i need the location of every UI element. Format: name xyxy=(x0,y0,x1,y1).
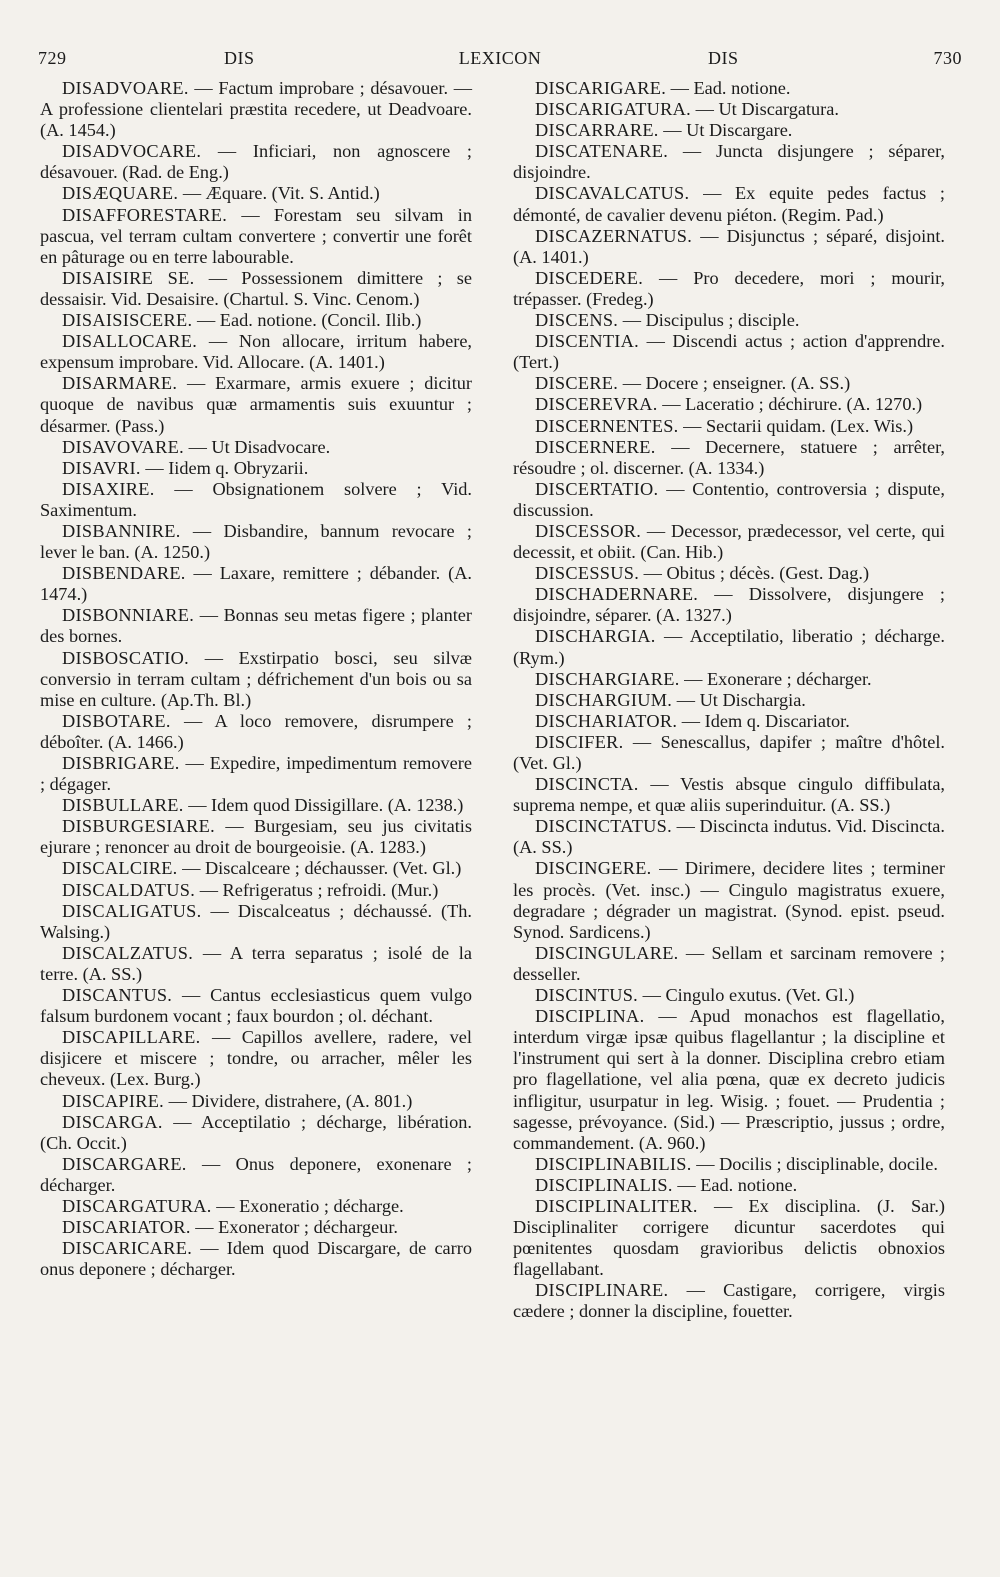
entry-headword: DISCHARIATOR. xyxy=(535,710,678,731)
guide-word-left: DIS xyxy=(224,48,255,68)
entry-definition: — Refrigeratus ; refroidi. (Mur.) xyxy=(199,879,439,900)
entry-headword: DISCARICARE. xyxy=(62,1238,193,1259)
entry-headword: DISCAPILLARE. xyxy=(62,1027,201,1048)
entry-headword: DISAISISCERE. xyxy=(62,310,193,331)
entry-headword: DISCIPLINABILIS. xyxy=(535,1153,692,1174)
entry-headword: DISCENTIA. xyxy=(535,331,640,352)
dictionary-entry xyxy=(513,268,945,310)
entry-headword: DISCARGATURA. xyxy=(62,1195,212,1216)
entry-headword: DISCESSUS. xyxy=(535,563,640,584)
entry-headword: DISCHARGIUM. xyxy=(535,689,673,710)
dictionary-entry xyxy=(513,437,945,479)
dictionary-entry xyxy=(40,901,472,943)
dictionary-entry xyxy=(40,880,472,901)
entry-definition: — Laxare, remittere ; débander. (A. 1474.) xyxy=(40,563,472,605)
dictionary-entry xyxy=(513,120,945,141)
dictionary-entry xyxy=(513,1196,945,1280)
entry-definition: — Exstirpatio bosci, seu silvæ conversio in terram cultam ; défrichement d'un bois ou sa mise en culture. (Ap.Th. Bl.) xyxy=(40,647,472,710)
dictionary-entry xyxy=(513,141,945,183)
entry-headword: DISBOTARE. xyxy=(62,710,171,731)
entry-definition: — Dirimere, decidere lites ; terminer les procès. (Vet. insc.) — Cingulo magistratus exuere, degradare ; dégrader un magistrat. (Synod. epist. pseud. Synod. Sardicens.) xyxy=(513,858,945,942)
dictionary-entry xyxy=(40,205,472,268)
dictionary-entry xyxy=(513,331,945,373)
dictionary-entry xyxy=(513,985,945,1006)
entry-headword: DISCERE. xyxy=(535,373,619,394)
entry-definition: — Discendi actus ; action d'apprendre. (Tert.) xyxy=(513,331,945,373)
entry-headword: DISCINCTATUS. xyxy=(535,816,673,837)
entry-definition: — Juncta disjungere ; séparer, disjoindre. xyxy=(513,141,945,183)
entry-definition: — Acceptilatio, liberatio ; décharge. (Rym.) xyxy=(513,626,945,668)
dictionary-entry xyxy=(40,141,472,183)
entry-definition: — Obsignationem solvere ; Vid. Saximentum. xyxy=(40,478,472,520)
entry-headword: DISARMARE. xyxy=(62,373,178,394)
running-header xyxy=(38,48,962,76)
entry-definition: — Laceratio ; déchirure. (A. 1270.) xyxy=(662,394,923,415)
entry-definition: — Pro decedere, mori ; mourir, trépasser. (Fredeg.) xyxy=(513,267,945,309)
entry-headword: DISCERTATIO. xyxy=(535,478,659,499)
entry-headword: DISBULLARE. xyxy=(62,795,184,816)
entry-headword: DISCHARGIARE. xyxy=(535,668,680,689)
entry-headword: DISBRIGARE. xyxy=(62,753,180,773)
entry-definition: — Ead. notione. xyxy=(670,78,791,98)
entry-definition: — Factum improbare ; désavouer. — A professione clientelari præstita recedere, ut Deadvoare. (A. 1454.) xyxy=(40,78,472,141)
entry-headword: DISALLOCARE. xyxy=(62,331,198,352)
dictionary-entry xyxy=(513,669,945,690)
entry-definition: — Non allocare, irritum habere, expensum improbare. Vid. Allocare. (A. 1401.) xyxy=(40,331,472,373)
entry-headword: DISCANTUS. xyxy=(62,985,173,1006)
entry-headword: DISCERNERE. xyxy=(535,436,656,457)
entry-headword: DISCEDERE. xyxy=(535,267,644,288)
entry-definition: — Ut Discargatura. xyxy=(695,99,839,120)
entry-definition: — Forestam seu silvam in pascua, vel terram cultam convertere ; convertir une forêt en pâturage ou en terre labourable. xyxy=(40,204,473,267)
dictionary-entry xyxy=(513,1154,945,1175)
entry-headword: DISBURGESIARE. xyxy=(62,816,216,837)
entry-definition: — Onus deponere, exonenare ; décharger. xyxy=(40,1153,472,1195)
entry-definition: — Sectarii quidam. (Lex. Wis.) xyxy=(683,415,914,436)
dictionary-entry xyxy=(40,858,472,879)
dictionary-entry xyxy=(40,605,472,647)
guide-word-right: DIS xyxy=(708,48,739,68)
entry-headword: DISBENDARE. xyxy=(62,563,186,584)
dictionary-entry xyxy=(40,985,472,1027)
entry-definition: — Cantus ecclesiasticus quem vulgo falsum burdonem vocant ; faux bourdon ; ol. déchant. xyxy=(40,985,472,1027)
dictionary-entry xyxy=(40,1217,472,1238)
entry-definition: — Exonerare ; décharger. xyxy=(684,668,872,689)
right-column xyxy=(513,78,945,1323)
entry-definition: — Decessor, prædecessor, vel certe, qui decessit, et obiit. (Can. Hib.) xyxy=(513,520,945,563)
entry-headword: DISCINTUS. xyxy=(535,985,639,1006)
entry-definition: — Burgesiam, seu jus civitatis ejurare ; renoncer au droit de bourgeoisie. (A. 1283.) xyxy=(40,816,472,858)
dictionary-entry xyxy=(513,373,945,394)
entry-headword: DISCERNENTES. xyxy=(535,415,679,436)
dictionary-entry xyxy=(513,1006,945,1154)
dictionary-entry xyxy=(40,521,472,563)
dictionary-entry xyxy=(513,99,945,120)
entry-definition: — Capillos avellere, radere, vel disjicere et miscere ; tondre, ou arracher, mêler les cheveux. (Lex. Burg.) xyxy=(40,1027,472,1090)
dictionary-entry xyxy=(513,310,945,331)
dictionary-entry xyxy=(513,1280,945,1322)
dictionary-entry xyxy=(40,1112,472,1154)
dictionary-entry xyxy=(513,943,945,985)
dictionary-entry xyxy=(513,78,945,99)
dictionary-entry xyxy=(40,479,472,521)
entry-definition: — Sellam et sarcinam removere ; desseller. xyxy=(513,942,945,984)
entry-headword: DISADVOCARE. xyxy=(62,141,202,162)
entry-definition: — Discipulus ; disciple. xyxy=(622,310,800,331)
entry-definition: — Disjunctus ; séparé, disjoint. (A. 1401.) xyxy=(513,225,945,267)
entry-headword: DISCATENARE. xyxy=(535,141,669,162)
entry-definition: — Æquare. (Vit. S. Antid.) xyxy=(182,183,380,204)
entry-headword: DISAFFORESTARE. xyxy=(62,204,228,225)
entry-definition: — Bonnas seu metas figere ; planter des bornes. xyxy=(40,605,472,647)
dictionary-entry xyxy=(513,226,945,268)
entry-definition: — Idem quod Dissigillare. (A. 1238.) xyxy=(188,795,464,816)
entry-definition: — Cingulo exutus. (Vet. Gl.) xyxy=(642,985,855,1006)
entry-headword: DISCARRARE. xyxy=(535,120,659,141)
entry-headword: DISCEREVRA. xyxy=(535,394,658,415)
entry-headword: DISCINCTA. xyxy=(535,774,639,795)
entry-definition: — Apud monachos est flagellatio, interdum virgæ ipsæ quibus flagellantur ; la discipline et l'instrument qui sert à la donner. Disciplina crebro etiam pro flagellatione, vel alia pœna, quæ ex decreto judicis infligitur, usurpatur in leg. Wisig. ; fouet. — Prudentia ; sagesse, prévoyance. (Sid.) — Præscriptio, jussus ; ordre, commandement. (A. 960.) xyxy=(513,1006,945,1153)
dictionary-entry xyxy=(513,183,945,225)
entry-definition: — Contentio, controversia ; dispute, discussion. xyxy=(513,478,945,520)
dictionary-entry xyxy=(40,268,472,310)
dictionary-entry xyxy=(513,394,945,415)
entry-definition: — Docilis ; disciplinable, docile. xyxy=(696,1153,938,1174)
entry-headword: DISCARIATOR. xyxy=(62,1217,191,1238)
dictionary-entry xyxy=(40,563,472,605)
dictionary-entry xyxy=(513,521,945,563)
entry-definition: — Dividere, distrahere, (A. 801.) xyxy=(168,1090,413,1111)
left-column xyxy=(40,78,472,1280)
entry-definition: — Idem q. Discariator. xyxy=(681,710,850,731)
entry-headword: DISAVRI. xyxy=(62,457,141,478)
entry-definition: — Ead. notione. xyxy=(677,1174,798,1195)
dictionary-entry xyxy=(40,816,472,858)
entry-definition: — Idem quod Discargare, de carro onus deponere ; décharger. xyxy=(40,1238,472,1280)
entry-headword: DISADVOARE. xyxy=(62,78,189,98)
entry-definition: — Discalceare ; déchausser. (Vet. Gl.) xyxy=(182,858,462,879)
entry-headword: DISCIPLINARE. xyxy=(535,1280,669,1301)
entry-headword: DISCIPLINA. xyxy=(535,1006,645,1027)
entry-headword: DISCAPIRE. xyxy=(62,1090,165,1111)
entry-headword: DISCARIGARE. xyxy=(535,78,667,98)
entry-headword: DISCAZERNATUS. xyxy=(535,225,693,246)
dictionary-entry xyxy=(40,1238,472,1280)
entry-headword: DISÆQUARE. xyxy=(62,183,179,204)
entry-definition: — Exarmare, armis exuere ; dicitur quoque de navibus quæ armamentis suis exuuntur ; désarmer. (Pass.) xyxy=(40,373,473,436)
dictionary-entry xyxy=(40,310,472,331)
dictionary-entry xyxy=(40,437,472,458)
entry-headword: DISAISIRE SE. xyxy=(62,267,195,288)
entry-headword: DISCINGERE. xyxy=(535,858,652,879)
entry-headword: DISCINGULARE. xyxy=(535,942,679,963)
dictionary-entry xyxy=(40,943,472,985)
entry-headword: DISCESSOR. xyxy=(535,520,642,541)
entry-headword: DISCHADERNARE. xyxy=(535,584,699,605)
dictionary-entry xyxy=(513,774,945,816)
entry-definition: — Ex disciplina. (J. Sar.) Disciplinaliter corrigere dicuntur sacerdotes qui pœnitentes quosdam gravioribus delictis obnoxios flagellabant. xyxy=(513,1195,945,1280)
dictionary-entry xyxy=(40,78,472,141)
entry-definition: — Exoneratio ; décharge. xyxy=(216,1195,404,1216)
page-number-right: 730 xyxy=(933,48,962,68)
entry-headword: DISCENS. xyxy=(535,310,619,331)
entry-definition: — Expedire, impedimentum removere ; dégager. xyxy=(40,753,472,795)
entry-definition: — Castigare, corrigere, virgis cædere ; donner la discipline, fouetter. xyxy=(513,1280,945,1322)
entry-definition: — Dissolvere, disjungere ; disjoindre, séparer. (A. 1327.) xyxy=(513,584,945,626)
dictionary-entry xyxy=(513,816,945,858)
dictionary-entry xyxy=(513,690,945,711)
dictionary-entry xyxy=(513,1175,945,1196)
entry-definition: — Docere ; enseigner. (A. SS.) xyxy=(622,373,851,394)
entry-definition: — Ex equite pedes factus ; démonté, de cavalier devenu piéton. (Regim. Pad.) xyxy=(513,183,945,225)
entry-definition: — Ut Dischargia. xyxy=(676,689,806,710)
entry-definition: — Exonerator ; déchargeur. xyxy=(195,1217,399,1238)
dictionary-entry xyxy=(513,563,945,584)
dictionary-entry xyxy=(513,732,945,774)
dictionary-entry xyxy=(513,711,945,732)
entry-definition: — Possessionem dimittere ; se dessaisir. Vid. Desaisire. (Chartul. S. Vinc. Cenom.) xyxy=(40,267,472,309)
entry-headword: DISCARGARE. xyxy=(62,1153,187,1174)
dictionary-entry xyxy=(513,479,945,521)
dictionary-entry xyxy=(40,753,472,795)
entry-headword: DISCARIGATURA. xyxy=(535,99,692,120)
entry-headword: DISCHARGIA. xyxy=(535,626,656,647)
entry-definition: — Ut Disadvocare. xyxy=(188,436,331,457)
entry-definition: — Disbandire, bannum revocare ; lever le ban. (A. 1250.) xyxy=(40,520,472,563)
entry-headword: DISCIFER. xyxy=(535,731,624,752)
entry-definition: — A loco removere, disrumpere ; déboîter. (A. 1466.) xyxy=(40,710,472,752)
dictionary-entry xyxy=(513,626,945,668)
entry-definition: — Obitus ; décès. (Gest. Dag.) xyxy=(643,563,870,584)
dictionary-entry xyxy=(40,711,472,753)
entry-headword: DISCALZATUS. xyxy=(62,942,194,963)
dictionary-entry xyxy=(40,648,472,711)
entry-headword: DISCIPLINALITER. xyxy=(535,1195,698,1216)
entry-definition: — Discincta indutus. Vid. Discincta. (A. SS.) xyxy=(513,816,945,858)
dictionary-entry xyxy=(513,416,945,437)
dictionary-entry xyxy=(40,458,472,479)
entry-definition: — Senescallus, dapifer ; maître d'hôtel. (Vet. Gl.) xyxy=(513,731,945,773)
dictionary-entry xyxy=(513,584,945,626)
entry-headword: DISCALIGATUS. xyxy=(62,900,202,921)
entry-headword: DISCALCIRE. xyxy=(62,858,178,879)
dictionary-entry xyxy=(40,1027,472,1090)
entry-headword: DISBONNIARE. xyxy=(62,605,195,626)
entry-definition: — Acceptilatio ; décharge, libération. (Ch. Occit.) xyxy=(40,1111,472,1153)
entry-definition: — Iidem q. Obryzarii. xyxy=(145,457,309,478)
dictionary-entry xyxy=(40,373,472,436)
entry-headword: DISCIPLINALIS. xyxy=(535,1174,673,1195)
entry-headword: DISAVOVARE. xyxy=(62,436,184,457)
entry-headword: DISCARGA. xyxy=(62,1111,163,1132)
entry-headword: DISAXIRE. xyxy=(62,478,155,499)
entry-headword: DISCALDATUS. xyxy=(62,879,196,900)
dictionary-entry xyxy=(40,331,472,373)
dictionary-entry xyxy=(40,1091,472,1112)
entry-definition: — Vestis absque cingulo diffibulata, suprema nempe, et quæ aliis superinduitur. (A. SS.) xyxy=(513,774,946,816)
dictionary-entry xyxy=(40,183,472,204)
entry-definition: — Ut Discargare. xyxy=(663,120,793,141)
dictionary-entry xyxy=(513,858,945,942)
entry-definition: — Decernere, statuere ; arrêter, résoudre ; ol. discerner. (A. 1334.) xyxy=(513,436,946,478)
entry-definition: — A terra separatus ; isolé de la terre. (A. SS.) xyxy=(40,942,473,984)
entry-headword: DISBOSCATIO. xyxy=(62,647,190,668)
entry-definition: — Ead. notione. (Concil. Ilib.) xyxy=(196,310,422,331)
entry-headword: DISCAVALCATUS. xyxy=(535,183,690,204)
running-title: LEXICON xyxy=(458,48,542,68)
entry-definition: — Discalceatus ; déchaussé. (Th. Walsing.) xyxy=(40,900,472,942)
dictionary-entry xyxy=(40,1196,472,1217)
entry-headword: DISBANNIRE. xyxy=(62,520,181,541)
page-number-left: 729 xyxy=(38,48,67,68)
dictionary-entry xyxy=(40,1154,472,1196)
entry-definition: — Inficiari, non agnoscere ; désavouer. (Rad. de Eng.) xyxy=(40,141,472,183)
dictionary-entry xyxy=(40,795,472,816)
